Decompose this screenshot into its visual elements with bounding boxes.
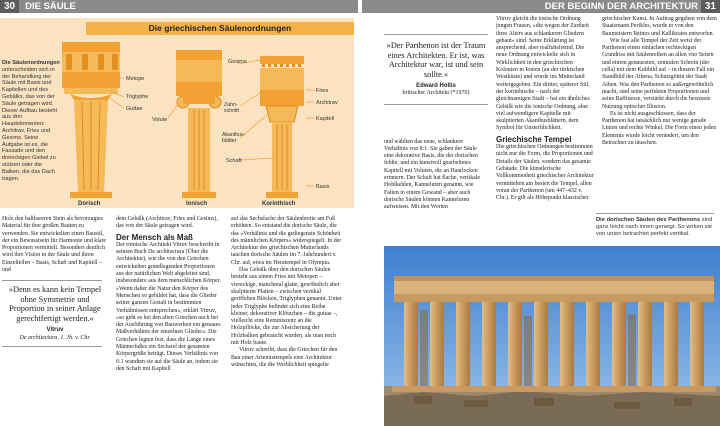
- label-guttae: Guttae: [126, 106, 143, 112]
- section-heading: Der Mensch als Maß: [116, 232, 193, 242]
- section-heading: Griechische Tempel: [496, 134, 572, 144]
- photo-caption: [596, 213, 718, 238]
- divider: [384, 34, 488, 35]
- pull-quote: »Der Parthenon ist der Traum eines Architekten. Er ist, was Architektur war, ist und sein sollte.«: [386, 41, 486, 79]
- label-gesims: Gesims: [228, 59, 247, 65]
- figure-title: Die griechischen Säulenordnungen: [86, 22, 354, 35]
- body-text: auf das Sechsfache der Säulenbreite am Fuß erhöhten. So entstand die dorische Säule, die das »Verhältnis und die gediegenste Schönheit des männlichen Körpers« widerspiegelt. In der Architektur des griechischen Mutterlands tauchen dorische Säulen im 7. Jahrhundert v. Chr. auf, etwa im Heratempel in Olympia.: [231, 216, 342, 266]
- parthenon-photo: [384, 246, 720, 426]
- page-header-right: [362, 0, 720, 13]
- label-metope: Metope: [126, 76, 145, 82]
- page-header-left: [0, 0, 358, 13]
- text-column-4: [384, 34, 488, 212]
- quote-author: Edward Hollis: [416, 83, 456, 89]
- caption-lead: Die dorischen Säulen des Parthenons: [596, 217, 701, 223]
- pull-quote: »Denn es kann kein Tempel ohne Symmetrie und Proportion in seiner Anlage gerechtfertigt werden.«: [8, 285, 102, 323]
- chapter-title: DIE SÄULE: [25, 1, 76, 12]
- label-schaft: Schaft: [226, 158, 242, 164]
- body-text: und wählten das neue, schlankere Verhältnis von 8:1. Sie gaben der Säule eine dekorative Basis, die der dorischen fehlte, und ein kunstvoll gearbeitetes Kapitell mit Voluten, die an Haarlocken erinnern. Der Schaft hat flache, vertikale Hohlkehlen, Kanneluren genannt, wie Falten in einem Gewand – aber auch dorische Säulen können Kanneluren aufweisen. Mit den Worten: [384, 138, 481, 211]
- divider: [2, 346, 102, 347]
- figure-description-lead: Die Säulenordnungen: [2, 60, 60, 66]
- label-akanthus: Akanthus-blätter: [222, 132, 246, 144]
- body-text: Die griechischen Ordnungen bestimmten nicht nur die Form, die Proportionen und Details der Säulen, sondern das gesamte Gebäude. Die künstlerische Vollkommenheit griechischer Architektur vermittelten am besten die Tempel, allen voran der Parthenon (um 447–432 v. Chr.). Er gilt als Höhepunkt klassischer: [496, 144, 594, 202]
- body-text: dem Gebälk (Architrav, Fries und Gesims), das von der Säule getragen wird.: [116, 216, 218, 230]
- text-column-6: [602, 16, 718, 147]
- parthenon-illustration: [384, 246, 720, 426]
- text-column-2: [116, 216, 224, 373]
- quote-source: De architectura, 1. Jh. v. Chr.: [19, 334, 91, 341]
- body-text: Es ist nicht ausgeschlossen, dass der Parthenon hat tatsächlich nur wenige gerade Linien und rechte Winkel. Die Form einen jeden Elements wurde leicht verändert, um den Betrachter zu täuschen.: [602, 110, 717, 147]
- page-number: 31: [701, 0, 720, 13]
- divider: [2, 280, 102, 281]
- label-architrav: Architrav: [316, 100, 338, 106]
- body-text: Der römische Architekt Vitruv beschreibt in seinem Buch De architectura (Über die Architektur), wie die von den Griechen entwickelten grundlegenden Proportionen aus der natürlichen Welt abgeleitet sind, insbesondere aus dem menschlichen Körper. »Wenn daher die Natur den Körper des Menschen so gebildet hat, dass die Glieder seiner ganzen Gestalt in bestimmten Verhältnissen entsprechen«, erklärt Vitruv, »so geht es bei den alten Griechen auch bei der Ausführung von Bauwerken ein genaues Maßverhältnis der einzelnen Glieder«. Die Griechen legten fest, dass die Länge eines Männerfußes ein Sechstel der gesamten Körpergröße beträgt. Dieses Verhältnis von 6:1 wandten sie auf die Säule an, indem sie den Schaft mit Kapitell: [116, 241, 221, 372]
- corinthian-column: [260, 56, 304, 198]
- figure-description-body: unterscheiden sich in der Behandlung der Säule mit Basis und Kapitellen und des Gebälks, das von der Säule getragen wird. Dieser Aufbau besteht aus drei Hauptelementen: Architrav, Fries und Gesims. Seine Aufgabe ist es, die Fassade und den dreieckigen Giebel zu stützen oder die Balken, die das Dach tragen.: [2, 66, 58, 182]
- caption-text: sind ganz leicht nach innen geneigt. So wirken sie von unten betrachtet perfekt vertikal.: [596, 217, 713, 237]
- body-text: Holz den haltbareren Stein als bevorzugtes Material für ihre großen Bauten zu verwenden. Sie entwickelten einen Baustil, der ein Bewusstsein für Harmonie und klare Proportionen vermittelt. Besonders deutlich wird ihre Vision in der Säule und ihren Einzelteilen – Basis, Schaft und Kapitell – und: [2, 216, 107, 274]
- page-number: 30: [0, 0, 19, 13]
- label-volute: Volute: [152, 117, 168, 123]
- order-corinthian: Korinthisch: [262, 201, 296, 207]
- body-text: Vitruv schreibt, dass die Griechen für den Bau einer Artemistempels eine Architektur wünschten, die die Weiblichkeit spiegelte: [231, 347, 338, 368]
- label-triglyphe: Triglyphe: [126, 94, 149, 100]
- quote-author: Vitruv: [46, 327, 64, 334]
- column-orders-figure: [0, 18, 354, 208]
- quote-source: britischer Architekt (*1970): [402, 90, 470, 97]
- divider: [596, 213, 714, 214]
- figure-description: [2, 60, 60, 182]
- order-ionic: Ionisch: [186, 201, 208, 207]
- order-doric: Dorisch: [78, 201, 101, 207]
- label-kapitell: Kapitell: [316, 116, 335, 122]
- label-zahnschnitt: Zahn-schnitt: [224, 102, 239, 114]
- text-column-5: [496, 16, 594, 202]
- body-text: Wie fast alle Tempel der Zeit weist der Parthenon einen einfachen rechteckigen Grundriss mit Säulenreihen an allen vier Seiten und einem genauesten, zentralen Schrein (der cella) mit dem Kultbild auf – in diesem Fall ein Standbild der Athena, Schutzgöttin der Stadt Athen. Was den Parthenon so außergewöhnlich macht, sind seine perfekten Proportionen und seine Raffinesse, verstärkt durch die bewusste Nutzung optischer Illusion.: [602, 37, 715, 110]
- chapter-title: DER BEGINN DER ARCHITEKTUR: [544, 1, 698, 12]
- ionic-column: [176, 50, 222, 198]
- body-text: griechischer Kunst. In Auftrag gegeben von dem Staatsmann Perikles, wurde er von den Baumeistern Iktinos und Kallikrates entworfen.: [602, 16, 717, 37]
- label-fries: Fries: [316, 88, 329, 94]
- label-basis: Basis: [316, 184, 330, 190]
- divider: [384, 104, 488, 105]
- body-text: Das Gebälk über den dorischen Säulen besteht aus einem Fries mit Metopen – viereckige, manchmal glatte, gewöhnlich aber skulptierte Platten – zwischen vertikal geriffelten Blöcken, Triglyphen genannt. Unter jeder Triglyphe befindet sich eine Reihe kleiner, dekorativer Klötzchen – die guttae –, vielleicht eine Reminiszenz an die Holzpflöcke, die zur Absicherung der Holzbalken gebraucht wurden, als man noch mit Holz baute.: [231, 267, 342, 347]
- doric-column: [62, 42, 120, 198]
- body-text: Vitruv gleicht die ionische Ordnung jungen Frauen, »die wegen der Zartheit ihres Alters aus schlankeren Gliedern gebaut« sind. Seine Erklärung ist ansprechend, aber realitätsfremd. Die neue Ordnung entwickelte sich in Wirklichkeit in den griechischen Kolonien in Ionien (an der türkischen Westküste) und wurde ins Mutterland weitergegeben. Ein dritter, späterer Stil, der korinthische – nach der gleichnamigen Stadt – hat ein ähnliches Gebälk wie die ionische Ordnung, aber viel aufwendigere Kapitelle mit skulptierten Akanthusblättern, dem Symbol für Unsterblichkeit.: [496, 16, 590, 132]
- text-column-1: [2, 216, 108, 347]
- text-column-3: [231, 216, 343, 369]
